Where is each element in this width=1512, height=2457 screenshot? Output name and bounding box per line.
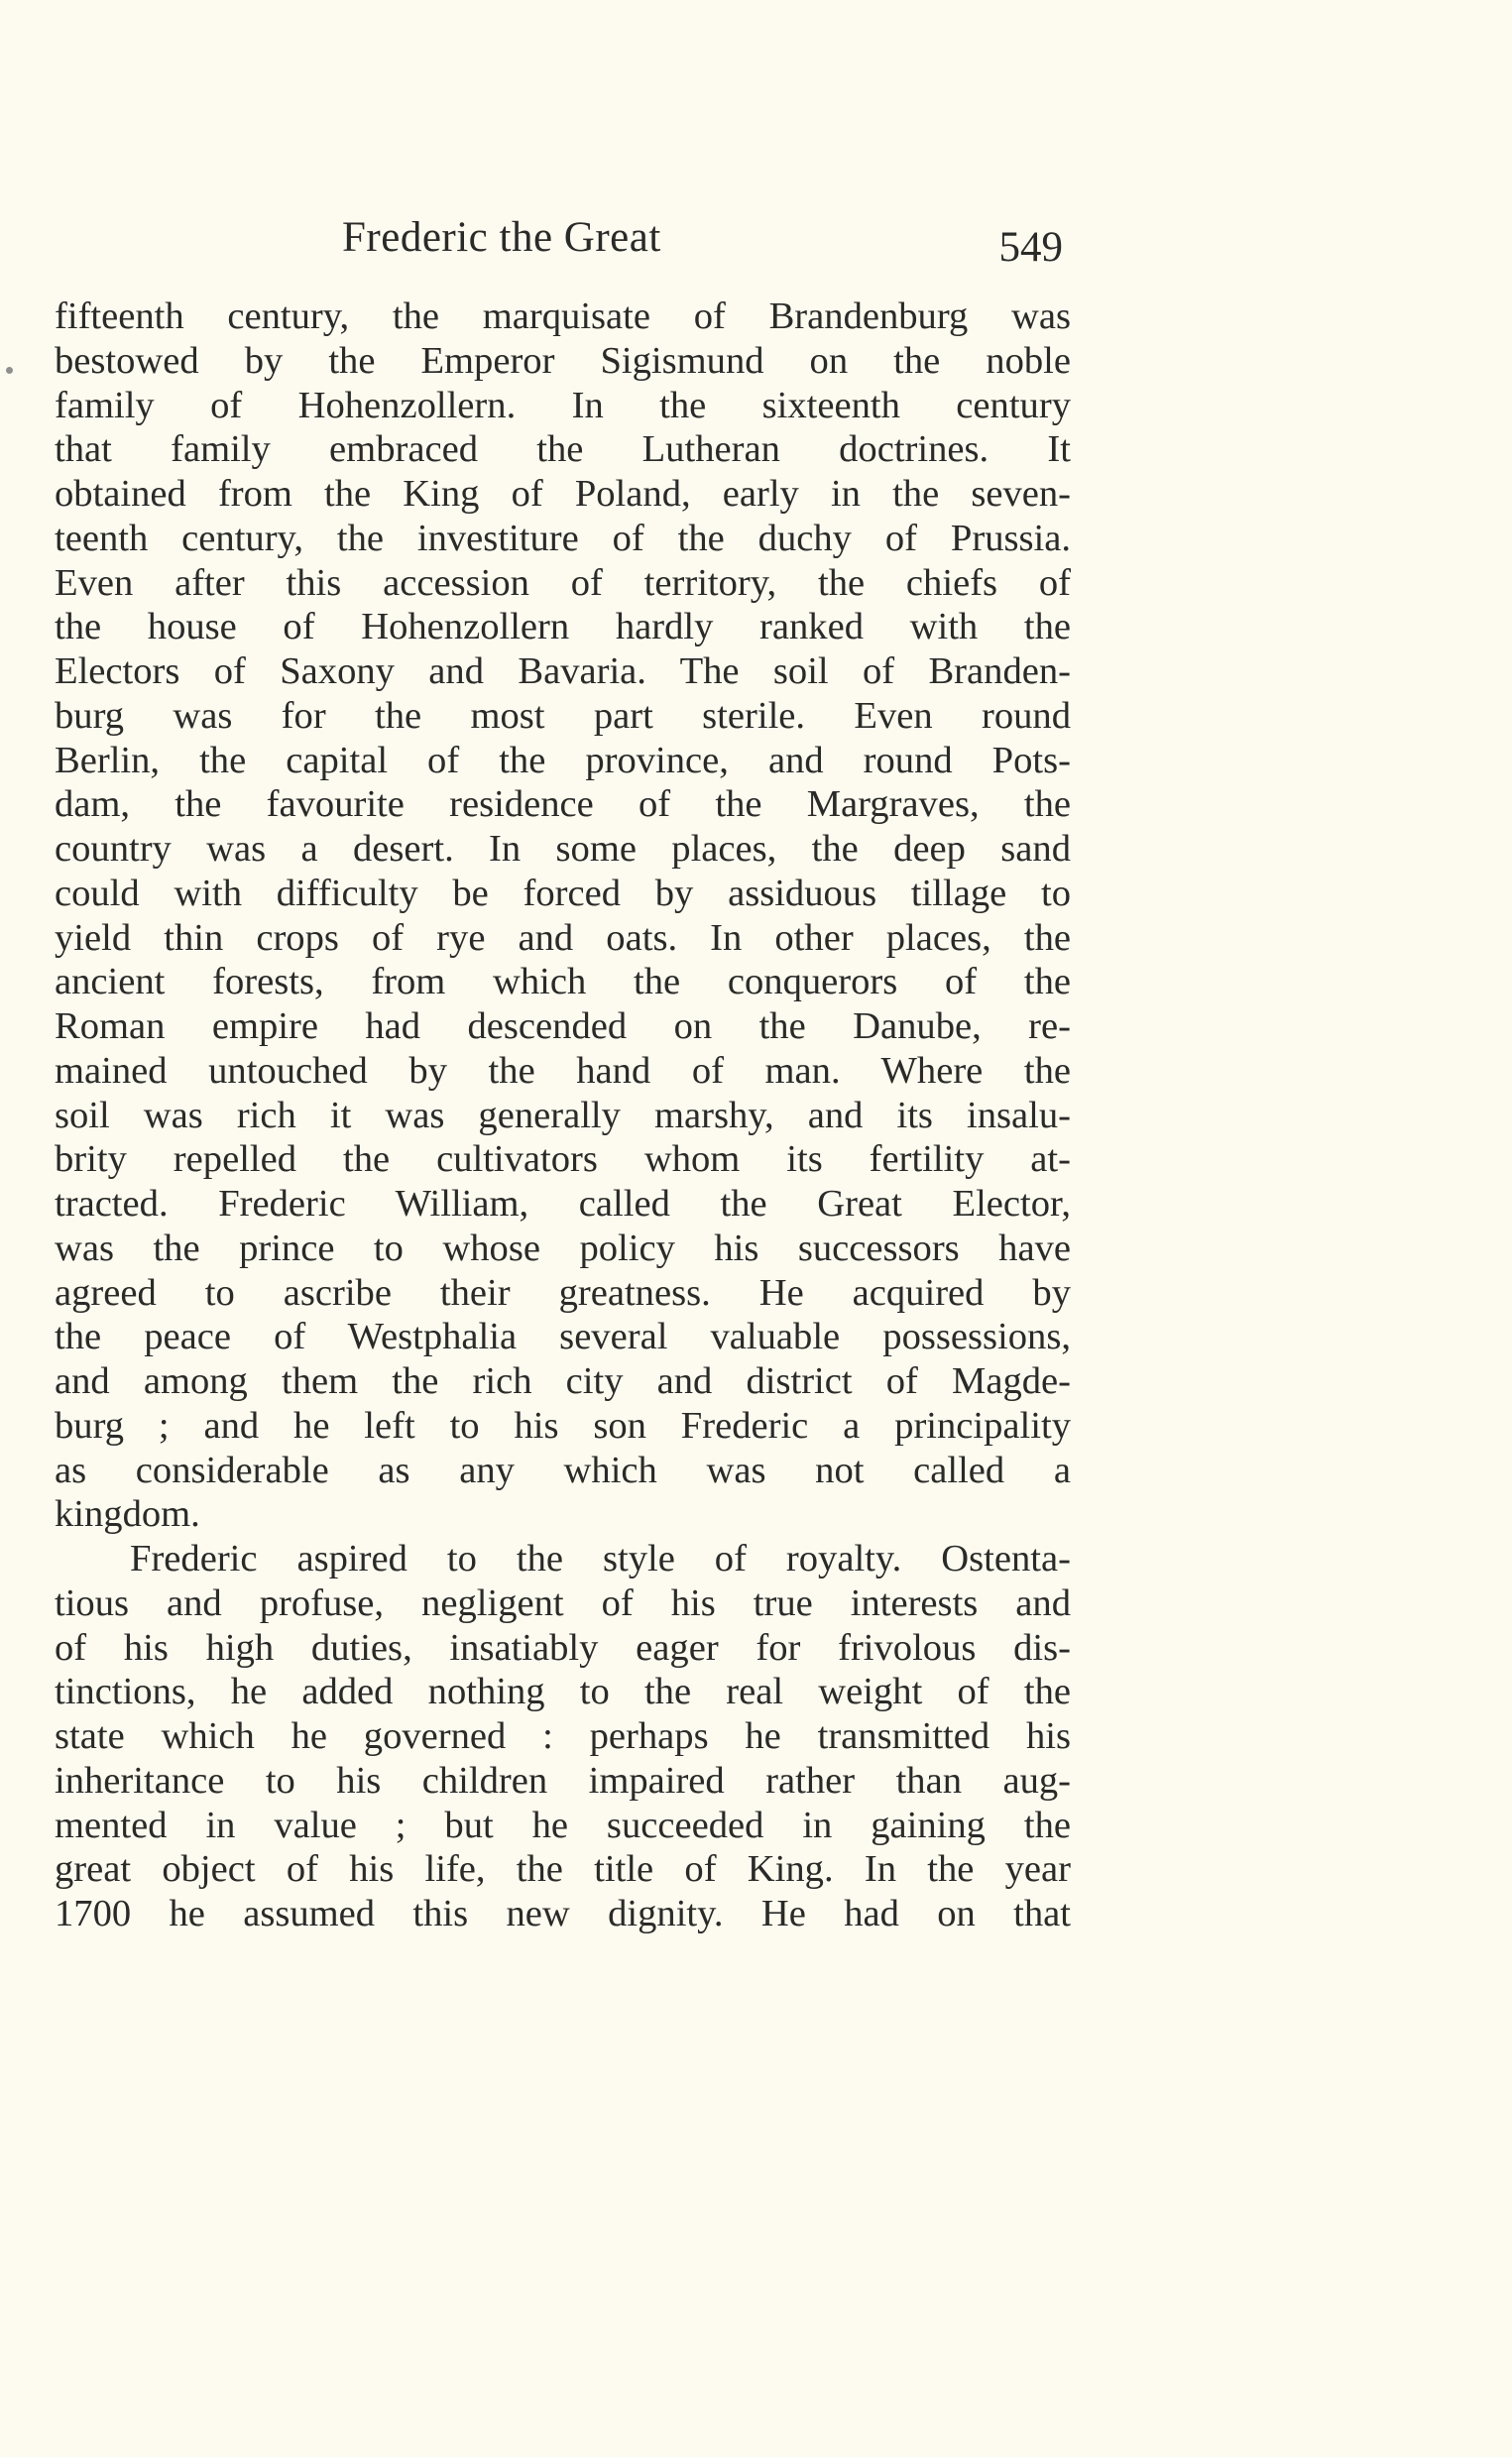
text-line: Even after this accession of territory, the chiefs of bbox=[55, 561, 1071, 604]
text-line: yield thin crops of rye and oats. In other places, the bbox=[55, 916, 1071, 959]
text-line: dam, the favourite residence of the Margraves, the bbox=[55, 783, 1071, 826]
text-line: obtained from the King of Poland, early in the seven- bbox=[55, 473, 1071, 515]
text-line: soil was rich it was generally marshy, and its insalu- bbox=[55, 1094, 1071, 1136]
text-line: country was a desert. In some places, the deep sand bbox=[55, 828, 1071, 870]
text-line: that family embraced the Lutheran doctrines. It bbox=[55, 428, 1071, 471]
text-line: tious and profuse, negligent of his true interests and bbox=[55, 1581, 1071, 1624]
text-line: 1700 he assumed this new dignity. He had on that bbox=[55, 1893, 1071, 1934]
text-line: mained untouched by the hand of man. Where the bbox=[55, 1049, 1071, 1092]
text-line: could with difficulty be forced by assiduous tillage to bbox=[55, 872, 1071, 914]
text-line: the peace of Westphalia several valuable possessions, bbox=[55, 1316, 1071, 1358]
text-line: Frederic aspired to the style of royalty. Ostenta- bbox=[130, 1538, 1071, 1580]
text-line: Electors of Saxony and Bavaria. The soil of Branden- bbox=[55, 650, 1071, 692]
text-line: and among them the rich city and district of Magde- bbox=[55, 1360, 1071, 1402]
text-line: kingdom. bbox=[55, 1493, 200, 1536]
paragraph-1 bbox=[55, 294, 1071, 1537]
text-line: family of Hohenzollern. In the sixteenth century bbox=[55, 384, 1071, 426]
text-line: Roman empire had descended on the Danube, re- bbox=[55, 1005, 1071, 1047]
text-line: ancient forests, from which the conquerors of the bbox=[55, 961, 1071, 1003]
text-line: Berlin, the capital of the province, and round Pots- bbox=[55, 739, 1071, 781]
text-line: fifteenth century, the marquisate of Brandenburg was bbox=[55, 295, 1071, 337]
text-line: tinctions, he added nothing to the real weight of the bbox=[55, 1671, 1071, 1713]
text-line: burg ; and he left to his son Frederic a principality bbox=[55, 1404, 1071, 1447]
text-line: tracted. Frederic William, called the Great Elector, bbox=[55, 1183, 1071, 1225]
body-text bbox=[55, 294, 1071, 1936]
page-number: 549 bbox=[998, 224, 1063, 271]
text-line: agreed to ascribe their greatness. He acquired by bbox=[55, 1271, 1071, 1314]
text-line: as considerable as any which was not called a bbox=[55, 1449, 1071, 1491]
text-line: burg was for the most part sterile. Even round bbox=[55, 694, 1071, 737]
text-line: state which he governed : perhaps he transmitted his bbox=[55, 1715, 1071, 1757]
text-line: the house of Hohenzollern hardly ranked with the bbox=[55, 606, 1071, 648]
margin-speck bbox=[6, 367, 13, 374]
running-head bbox=[342, 203, 1066, 273]
text-line: great object of his life, the title of King. In the year bbox=[55, 1848, 1071, 1891]
text-line: mented in value ; but he succeeded in gaining the bbox=[55, 1804, 1071, 1846]
paragraph-2 bbox=[55, 1537, 1071, 1936]
text-line: bestowed by the Emperor Sigismund on the noble bbox=[55, 339, 1071, 382]
text-line: inheritance to his children impaired rather than aug- bbox=[55, 1759, 1071, 1802]
text-line: was the prince to whose policy his successors have bbox=[55, 1227, 1071, 1269]
text-line: of his high duties, insatiably eager for frivolous dis- bbox=[55, 1626, 1071, 1669]
text-line: teenth century, the investiture of the duchy of Prussia. bbox=[55, 517, 1071, 559]
running-head-title: Frederic the Great bbox=[342, 214, 661, 261]
text-line: brity repelled the cultivators whom its fertility at- bbox=[55, 1138, 1071, 1181]
